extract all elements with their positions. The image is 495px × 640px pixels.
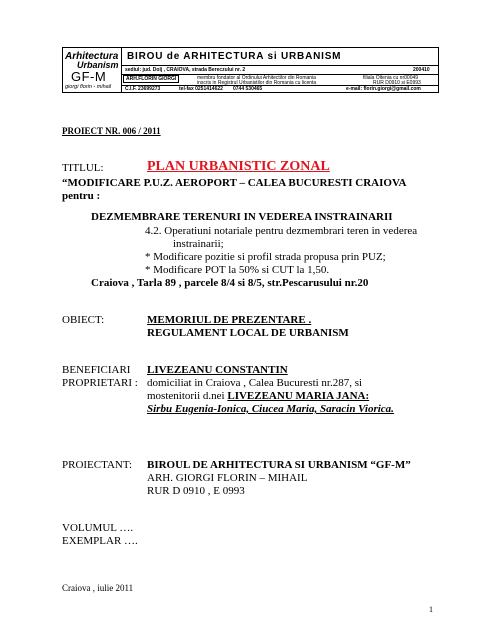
logo-subtitle: giorgi florin - mihail bbox=[65, 84, 112, 90]
site-location: Craiova , Tarla 89 , parcele 8/4 si 8/5, str.Pescarusului nr.20 bbox=[91, 277, 369, 289]
email: e-mail: florin.giorgi@gmail.com bbox=[346, 86, 421, 92]
heir-name: LIVEZEANU MARIA JANA: bbox=[227, 390, 370, 402]
member-line-1: membru fondator al Ordinului Arhitectilor din Romania bbox=[197, 75, 316, 81]
postal-code: 200410 bbox=[413, 67, 430, 73]
logo-arhitectura: Arhitectura bbox=[65, 51, 119, 62]
tel-fax: tel-fax 0251414622 bbox=[179, 86, 223, 92]
operation-item-3: * Modificare POT la 50% si CUT la 1,50. bbox=[145, 264, 330, 276]
heirs-intro: mostenitorii d.nei bbox=[147, 390, 228, 402]
object-line-2: REGULAMENT LOCAL DE URBANISM bbox=[147, 327, 349, 339]
operation-item-2: * Modificare pozitie si profil strada propusa prin PUZ; bbox=[145, 251, 386, 263]
header-divider bbox=[121, 65, 438, 66]
copy-label: EXEMPLAR …. bbox=[62, 535, 138, 547]
heirs-list: Sirbu Eugenia-Ionica, Ciucea Maria, Saracin Viorica. bbox=[147, 403, 394, 415]
firm-name: BIROU de ARHITECTURA si URBANISM bbox=[127, 51, 342, 62]
designer-label: PROIECTANT: bbox=[62, 459, 133, 471]
operation-item-1-cont: instrainarii; bbox=[173, 238, 224, 250]
operation-item-1: 4.2. Operatiuni notariale pentru dezmembrari teren in vederea bbox=[145, 225, 418, 237]
branch-number: filiala Oltenia cu nr00049 bbox=[363, 75, 419, 81]
project-number: PROIECT NR. 006 / 2011 bbox=[62, 126, 161, 136]
beneficiary-name: LIVEZEANU CONSTANTIN bbox=[147, 364, 288, 376]
title-pentru: pentru : bbox=[62, 190, 101, 202]
page-title: PLAN URBANISTIC ZONAL bbox=[147, 159, 330, 174]
designer-firm: BIROUL DE ARHITECTURA SI URBANISM “GF-M” bbox=[147, 459, 411, 471]
object-label: OBIECT: bbox=[62, 314, 105, 326]
rur-number: RUR D0910 si E0993 bbox=[373, 80, 421, 86]
mobile-phone: 0744 530465 bbox=[233, 86, 263, 92]
logo-urbanism: Urbanism bbox=[77, 60, 119, 70]
designer-rur: RUR D 0910 , E 0993 bbox=[147, 485, 245, 497]
firm-logo bbox=[63, 48, 122, 92]
page-number: 1 bbox=[429, 605, 433, 614]
owner-label: PROPRIETARI : bbox=[62, 377, 138, 389]
title-scope: DEZMEMBRARE TERENURI IN VEDEREA INSTRAINARII bbox=[91, 211, 393, 223]
volume-label: VOLUMUL …. bbox=[62, 522, 134, 534]
architect-name: ARH.FLORIN GIORGI bbox=[123, 75, 179, 83]
object-line-1: MEMORIUL DE PREZENTARE . bbox=[147, 314, 312, 326]
title-subtitle: “MODIFICARE P.U.Z. AEROPORT – CALEA BUCURESTI CRAIOVA bbox=[62, 177, 407, 189]
document-date: Craiova , iulie 2011 bbox=[62, 583, 134, 593]
title-label: TITLUL: bbox=[62, 162, 104, 174]
letterhead bbox=[62, 47, 439, 93]
logo-gfm: GF-M bbox=[71, 69, 107, 84]
heirs-line bbox=[147, 390, 369, 402]
fiscal-code: C.I.F. 23699273 bbox=[125, 86, 161, 92]
member-line-2: inscris in Registrul Urbanistilor din Romania cu licenta bbox=[197, 80, 317, 86]
beneficiary-address: domiciliat in Craiova , Calea Bucuresti nr.287, si bbox=[147, 377, 363, 389]
beneficiary-label: BENEFICIARI bbox=[62, 364, 131, 376]
firm-address: sediul: jud. Dolj , CRAIOVA, strada Bereczului nr. 2 bbox=[125, 67, 246, 73]
designer-architect: ARH. GIORGI FLORIN – MIHAIL bbox=[147, 472, 308, 484]
